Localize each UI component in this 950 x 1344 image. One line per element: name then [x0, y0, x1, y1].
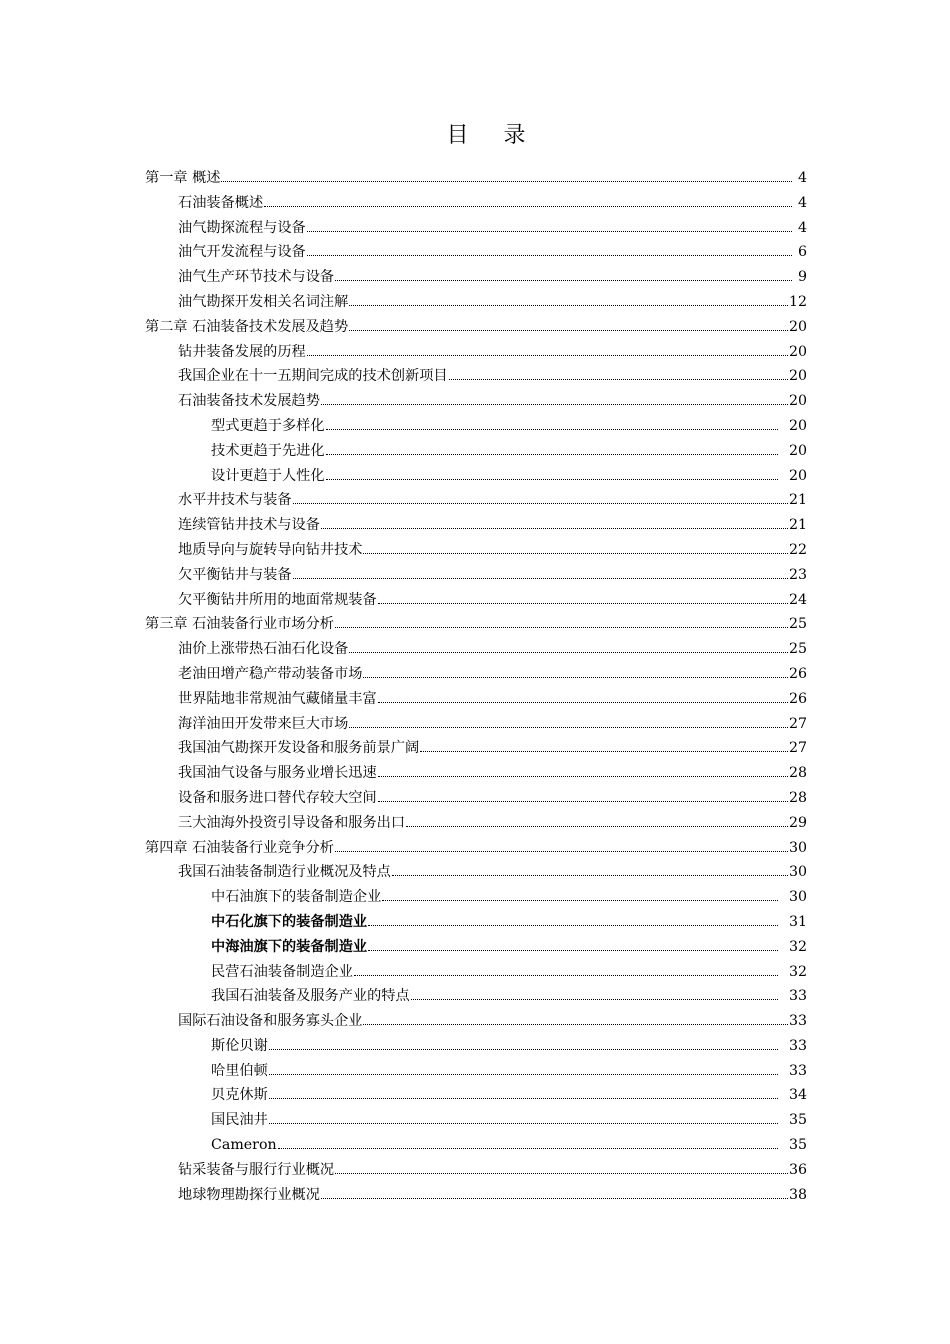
- toc-entry-title: 我国企业在十一五期间完成的技术创新项目: [178, 368, 448, 385]
- toc-entry-title: 第二章 石油装备技术发展及趋势: [145, 318, 349, 335]
- toc-entry-title: 三大油海外投资引导设备和服务出口: [178, 814, 406, 831]
- toc-leader-dots: [378, 776, 788, 777]
- toc-entry-title: 哈里伯顿: [211, 1062, 268, 1079]
- toc-entry[interactable]: [145, 513, 807, 538]
- toc-entry[interactable]: [145, 315, 807, 340]
- toc-entry-page-number: 6: [797, 244, 807, 261]
- toc-entry-title: 海洋油田开发带来巨大市场: [178, 715, 349, 732]
- toc-entry-page-number: 22: [788, 541, 807, 558]
- toc-leader-dots: [269, 1074, 778, 1075]
- toc-entry-title: 型式更趋于多样化: [211, 417, 325, 434]
- toc-entry-page-number: 20: [788, 467, 807, 484]
- toc-leader-dots: [321, 404, 788, 405]
- toc-leader-dots: [269, 1098, 778, 1099]
- toc-entry-page-number: 12: [788, 293, 807, 310]
- toc-leader-dots: [326, 454, 778, 455]
- toc-entry-title: 技术更趋于先进化: [211, 442, 325, 459]
- toc-leader-dots: [449, 379, 788, 380]
- toc-entry-page-number: 33: [788, 1062, 807, 1079]
- toc-entry-page-number: 30: [788, 864, 807, 881]
- toc-entry[interactable]: [145, 1183, 807, 1208]
- toc-entry-title: 国际石油设备和服务寡头企业: [178, 1013, 363, 1030]
- toc-leader-dots: [349, 330, 788, 331]
- toc-entry-title: 设计更趋于人性化: [211, 467, 325, 484]
- toc-entry-page-number: 4: [797, 194, 807, 211]
- toc-entry[interactable]: [145, 612, 807, 637]
- toc-entry-page-number: 33: [788, 1013, 807, 1030]
- toc-entry-title: Cameron: [211, 1137, 277, 1154]
- toc-leader-dots: [378, 702, 788, 703]
- toc-entry[interactable]: [145, 736, 807, 761]
- toc-entry-title: 钻采装备与服行行业概况: [178, 1161, 335, 1178]
- toc-leader-dots: [378, 801, 788, 802]
- toc-entry-page-number: 33: [788, 1037, 807, 1054]
- toc-leader-dots: [335, 627, 788, 628]
- toc-leader-dots: [293, 578, 788, 579]
- toc-entry-page-number: 25: [788, 616, 807, 633]
- toc-entry[interactable]: [145, 885, 807, 910]
- toc-leader-dots: [269, 1049, 778, 1050]
- toc-leader-dots: [411, 999, 778, 1000]
- toc-entry[interactable]: [145, 662, 807, 687]
- toc-entry-page-number: 27: [788, 740, 807, 757]
- toc-entry-title: 我国石油装备及服务产业的特点: [211, 988, 410, 1005]
- toc-entry-page-number: 32: [788, 963, 807, 980]
- toc-entry[interactable]: [145, 836, 807, 861]
- toc-leader-dots: [269, 1123, 778, 1124]
- toc-entry-page-number: 20: [788, 417, 807, 434]
- toc-entry-title: 中石油旗下的装备制造企业: [211, 889, 382, 906]
- toc-leader-dots: [363, 1024, 787, 1025]
- toc-entry-title: 油气开发流程与设备: [178, 244, 306, 261]
- toc-entry-title: 地球物理勘探行业概况: [178, 1186, 320, 1203]
- toc-entry-title: 欠平衡钻井与装备: [178, 566, 292, 583]
- toc-entry[interactable]: [145, 860, 807, 885]
- toc-entry-title: 连续管钻井技术与设备: [178, 517, 320, 534]
- toc-leader-dots: [221, 181, 792, 182]
- toc-title: 目 录: [446, 123, 540, 148]
- toc-leader-dots: [349, 652, 788, 653]
- toc-leader-dots: [349, 305, 788, 306]
- toc-entry-title: 世界陆地非常规油气藏储量丰富: [178, 690, 377, 707]
- toc-leader-dots: [368, 950, 778, 951]
- toc-entry[interactable]: [145, 488, 807, 513]
- toc-entry[interactable]: [145, 910, 807, 935]
- toc-entry[interactable]: [145, 811, 807, 836]
- toc-entry-page-number: 20: [788, 393, 807, 410]
- toc-entry-title: 设备和服务进口替代存较大空间: [178, 789, 377, 806]
- toc-entry-title: 地质导向与旋转导向钻井技术: [178, 541, 363, 558]
- toc-entry[interactable]: [145, 1009, 807, 1034]
- toc-entry-page-number: 20: [788, 343, 807, 360]
- toc-entry-title: 油价上涨带热石油石化设备: [178, 641, 349, 658]
- toc-entry-page-number: 24: [788, 591, 807, 608]
- toc-leader-dots: [264, 206, 792, 207]
- toc-leader-dots: [307, 255, 792, 256]
- toc-entry[interactable]: [145, 637, 807, 662]
- table-of-contents: [145, 166, 807, 1207]
- toc-entry[interactable]: [145, 464, 807, 489]
- toc-entry-title: 我国石油装备制造行业概况及特点: [178, 864, 391, 881]
- toc-leader-dots: [307, 355, 788, 356]
- toc-entry-page-number: 21: [788, 492, 807, 509]
- toc-entry-page-number: 4: [797, 219, 807, 236]
- toc-entry-title: 民营石油装备制造企业: [211, 963, 353, 980]
- toc-entry-page-number: 30: [788, 839, 807, 856]
- toc-entry-page-number: 30: [788, 889, 807, 906]
- toc-entry[interactable]: [145, 538, 807, 563]
- toc-entry-page-number: 35: [788, 1137, 807, 1154]
- toc-entry-title: 油气勘探流程与设备: [178, 219, 306, 236]
- toc-entry-page-number: 4: [797, 170, 807, 186]
- toc-entry[interactable]: [145, 1158, 807, 1183]
- toc-entry[interactable]: [145, 439, 807, 464]
- toc-entry[interactable]: [145, 290, 807, 315]
- toc-leader-dots: [349, 727, 788, 728]
- toc-entry-page-number: 23: [788, 566, 807, 583]
- toc-entry[interactable]: [145, 984, 807, 1009]
- toc-entry-page-number: 26: [788, 690, 807, 707]
- toc-leader-dots: [368, 925, 778, 926]
- toc-entry-page-number: 34: [788, 1087, 807, 1104]
- toc-entry-page-number: 21: [788, 517, 807, 534]
- toc-entry-title: 钻井装备发展的历程: [178, 343, 306, 360]
- toc-leader-dots: [321, 528, 788, 529]
- toc-entry-title: 贝克休斯: [211, 1087, 268, 1104]
- toc-leader-dots: [326, 479, 778, 480]
- toc-entry-page-number: 36: [788, 1161, 807, 1178]
- toc-leader-dots: [392, 875, 788, 876]
- toc-entry-title: 中石化旗下的装备制造业: [211, 913, 368, 930]
- toc-entry-title: 第三章 石油装备行业市场分析: [145, 616, 334, 633]
- toc-entry[interactable]: [145, 786, 807, 811]
- toc-entry[interactable]: [145, 191, 807, 216]
- toc-entry[interactable]: [145, 761, 807, 786]
- toc-leader-dots: [278, 1148, 778, 1149]
- toc-entry-title: 第一章 概述: [145, 170, 221, 186]
- toc-entry[interactable]: [145, 166, 807, 191]
- toc-entry[interactable]: [145, 414, 807, 439]
- toc-entry-title: 第四章 石油装备行业竞争分析: [145, 839, 334, 856]
- toc-entry-page-number: 31: [788, 913, 807, 930]
- toc-entry-title: 水平井技术与装备: [178, 492, 292, 509]
- toc-entry-page-number: 20: [788, 442, 807, 459]
- toc-entry-title: 油气勘探开发相关名词注解: [178, 293, 349, 310]
- toc-entry-page-number: 20: [788, 368, 807, 385]
- toc-entry[interactable]: [145, 563, 807, 588]
- toc-leader-dots: [378, 603, 788, 604]
- toc-entry-page-number: 20: [788, 318, 807, 335]
- toc-leader-dots: [307, 231, 792, 232]
- toc-entry[interactable]: [145, 687, 807, 712]
- toc-entry[interactable]: [145, 1083, 807, 1108]
- toc-entry[interactable]: [145, 216, 807, 241]
- toc-entry[interactable]: [145, 389, 807, 414]
- toc-leader-dots: [363, 553, 787, 554]
- toc-entry-page-number: 9: [797, 269, 807, 286]
- toc-entry[interactable]: [145, 1108, 807, 1133]
- toc-leader-dots: [335, 1173, 788, 1174]
- toc-entry-title: 斯伦贝谢: [211, 1037, 268, 1054]
- toc-entry-page-number: 32: [788, 938, 807, 955]
- toc-entry-page-number: 28: [788, 765, 807, 782]
- toc-leader-dots: [420, 751, 788, 752]
- toc-entry[interactable]: [145, 240, 807, 265]
- toc-entry[interactable]: [145, 960, 807, 985]
- toc-entry-page-number: 29: [788, 814, 807, 831]
- toc-leader-dots: [335, 851, 788, 852]
- toc-entry-page-number: 26: [788, 665, 807, 682]
- toc-entry-page-number: 25: [788, 641, 807, 658]
- toc-entry-title: 中海油旗下的装备制造业: [211, 938, 368, 955]
- toc-entry[interactable]: [145, 712, 807, 737]
- toc-entry[interactable]: [145, 588, 807, 613]
- toc-leader-dots: [326, 429, 778, 430]
- toc-leader-dots: [363, 677, 787, 678]
- toc-leader-dots: [335, 280, 792, 281]
- toc-entry[interactable]: [145, 1133, 807, 1158]
- toc-entry-page-number: 33: [788, 988, 807, 1005]
- toc-leader-dots: [321, 1198, 788, 1199]
- toc-entry-title: 石油装备技术发展趋势: [178, 393, 320, 410]
- toc-entry-title: 石油装备概述: [178, 194, 264, 211]
- toc-entry-title: 欠平衡钻井所用的地面常规装备: [178, 591, 377, 608]
- toc-leader-dots: [293, 503, 788, 504]
- toc-entry-title: 国民油井: [211, 1112, 268, 1129]
- toc-entry[interactable]: [145, 1059, 807, 1084]
- toc-leader-dots: [406, 826, 788, 827]
- toc-entry-page-number: 27: [788, 715, 807, 732]
- toc-entry[interactable]: [145, 340, 807, 365]
- toc-entry-title: 老油田增产稳产带动装备市场: [178, 665, 363, 682]
- toc-entry-page-number: 35: [788, 1112, 807, 1129]
- toc-leader-dots: [382, 900, 778, 901]
- toc-entry-title: 油气生产环节技术与设备: [178, 269, 335, 286]
- toc-entry-title: 我国油气设备与服务业增长迅速: [178, 765, 377, 782]
- toc-entry-title: 我国油气勘探开发设备和服务前景广阔: [178, 740, 420, 757]
- toc-leader-dots: [354, 975, 778, 976]
- toc-entry[interactable]: [145, 265, 807, 290]
- toc-entry-page-number: 38: [788, 1186, 807, 1203]
- toc-entry[interactable]: [145, 364, 807, 389]
- toc-entry[interactable]: [145, 935, 807, 960]
- toc-entry[interactable]: [145, 1034, 807, 1059]
- toc-entry-page-number: 28: [788, 789, 807, 806]
